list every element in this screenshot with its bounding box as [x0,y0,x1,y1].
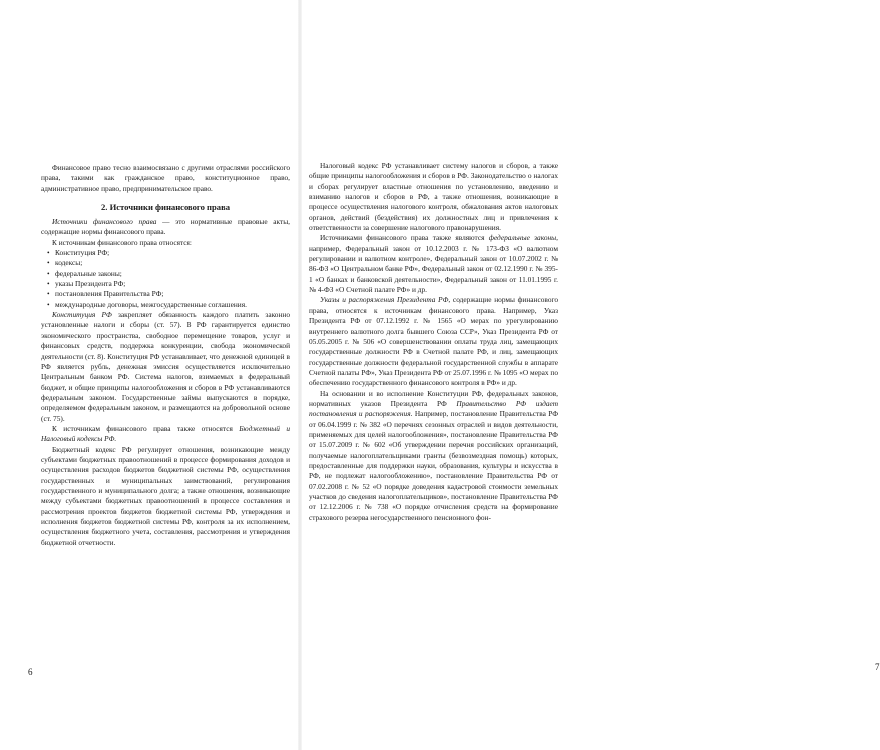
list-item: • постановления Правительства РФ; [41,289,290,299]
codes-term: Бюджетный и Налоговый кодексы РФ. [41,423,290,444]
page-number-left: 6 [28,667,33,677]
right-page-text [309,161,558,523]
sources-list [41,248,290,310]
constitution-paragraph [41,310,290,424]
government-text: . Например, постановление Правительства РФ от 06.04.1999 г. № 382 «О перечнях сезонных отраслей и видов деятельности, применяемых для целей налогообложения», постановление Правительства РФ от 15.07.2009 г. № 602 «Об утверждении перечня российских организаций, получаемые налогоплательщиками гранты (безвозмездная помощь) которых, предоставленные для поддержки науки, образования, культуры и искусства в РФ, не подлежат налогообложению», постановление Правительства РФ от 07.02.2008 г. № 52 «О порядке доведения кадастровой стоимости земельных участков до сведения налогоплательщиков», постановление Правительства РФ от 12.12.2006 г. № 738 «О порядке отчисления средств на формирование страхового резерва негосударственного пенсионного фон- [309,409,559,522]
definition-term: Источники финансового права [52,217,157,227]
definition-text: — это нормативные правовые акты, содержащие нормы финансового права. [41,217,290,237]
decrees-text: , содержащие нормы финансового права, относятся к источникам финансового права. Например, Указ Президента РФ от 07.12.1992 г. № 1565 «О мерах по урегулированию внутреннего валютного долга бывшего Союза ССР», Указ Президента РФ от 05.05.2005 г. № 506 «О совершенствовании оплаты труда лиц, замещающих государственные должности РФ в Счетной палате РФ, и лиц, замещающих государственные должности федеральной государственной службы в аппарате Счетной палаты РФ», Указ Президента РФ от 25.07.1996 г. № 1095 «О мерах по обеспечению государственного финансового контроля в РФ» и др. [309,295,559,388]
list-item: • кодексы; [41,258,290,268]
government-term: Правительство РФ издает постановления и распоряжения [309,398,558,419]
federal-laws-paragraph [309,233,558,295]
budget-code-paragraph: Бюджетный кодекс РФ регулирует отношения, возникающие между субъектами бюджетных правоотношений в процессе формирования доходов и осуществления расходов бюджетов бюджетной системы РФ, осуществления государственных и муниципальных заимствований, регулирования государственного и муниципального долга; а также отношения, возникающие между субъектами бюджетных правоотношений в процессе составления и рассмотрения проектов бюджетов бюджетной системы РФ, утверждения и исполнения бюджетов бюджетной системы РФ, контроля за их исполнением, осуществления бюджетного учета, составления, рассмотрения и утверждения бюджетной отчетности. [41,444,290,547]
federal-laws-text: , например, Федеральный закон от 10.12.2003 г. № 173-ФЗ «О валютном регулировании и валютном контроле», Федеральный закон от 10.07.2002 г. № 86-ФЗ «О Центральном банке РФ», Федеральный закон от 02.12.1990 г. № 395-1 «О банках и банковской деятельности», Федеральный закон от 11.01.1995 г. № 4-ФЗ «О Счетной палате РФ» и др. [309,233,559,295]
definition-paragraph [41,217,290,238]
left-page [0,0,300,750]
intro-paragraph: Финансовое право тесно взаимосвязано с другими отраслями российского права, такими как гражданское право, конституционное право, административное право, предпринимательское право. [41,163,290,193]
constitution-term: Конституция РФ [52,310,112,320]
constitution-text: закрепляет обязанность каждого платить законно установленные налоги и сборы (ст. 57). В РФ гарантируется единство экономического пространства, свободное перемещение товаров, услуг и финансовых средств, поддержка конкуренции, свобода экономической деятельности (ст. 8). Конституция РФ устанавливает, что денежной единицей в РФ является рубль, денежная эмиссия осуществляется исключительно Центральным банком РФ. Система налогов, взимаемых в федеральный бюджет, и общие принципы налогообложения и сборов в РФ устанавливаются федеральным законом. Государственные займы выпускаются в порядке, определяемом федеральным законом, и размещаются на добровольной основе (ст. 75). [41,310,290,423]
list-item: • международные договоры, межгосударственные соглашения. [41,300,290,310]
list-item: • указы Президента РФ; [41,279,290,289]
list-item: • федеральные законы; [41,269,290,279]
government-paragraph [309,389,558,523]
page-number-right: 7 [875,662,880,672]
tax-code-paragraph: Налоговый кодекс РФ устанавливает систему налогов и сборов, а также общие принципы налогообложения и сборов в РФ. Законодательство о налогах и сборах регулирует властные отношения по установлению, введению и взиманию налогов и сборов в РФ, а также отношения, возникающие в процессе осуществления налогового контроля, обжалования актов налоговых органов, действий (бездействия) их должностных лиц и привлечения к ответственности за совершение налогового правонарушения. [309,161,558,233]
codes-lead: К источникам финансового права также относятся [52,423,240,433]
list-intro: К источникам финансового права относятся: [52,237,192,247]
government-lead: На основании и во исполнение Конституции РФ, федеральных законов, нормативных указов Президента РФ [309,388,558,408]
decrees-term: Указы и распоряжения Президента РФ [320,295,449,305]
federal-laws-term: федеральные законы [488,233,557,243]
section-heading: 2. Источники финансового права [100,202,231,213]
codes-paragraph [41,424,290,445]
left-page-text [41,163,290,548]
list-item: • Конституция РФ; [41,248,290,258]
decrees-paragraph [309,295,558,388]
federal-laws-lead: Источниками финансового права также являются [320,233,489,243]
